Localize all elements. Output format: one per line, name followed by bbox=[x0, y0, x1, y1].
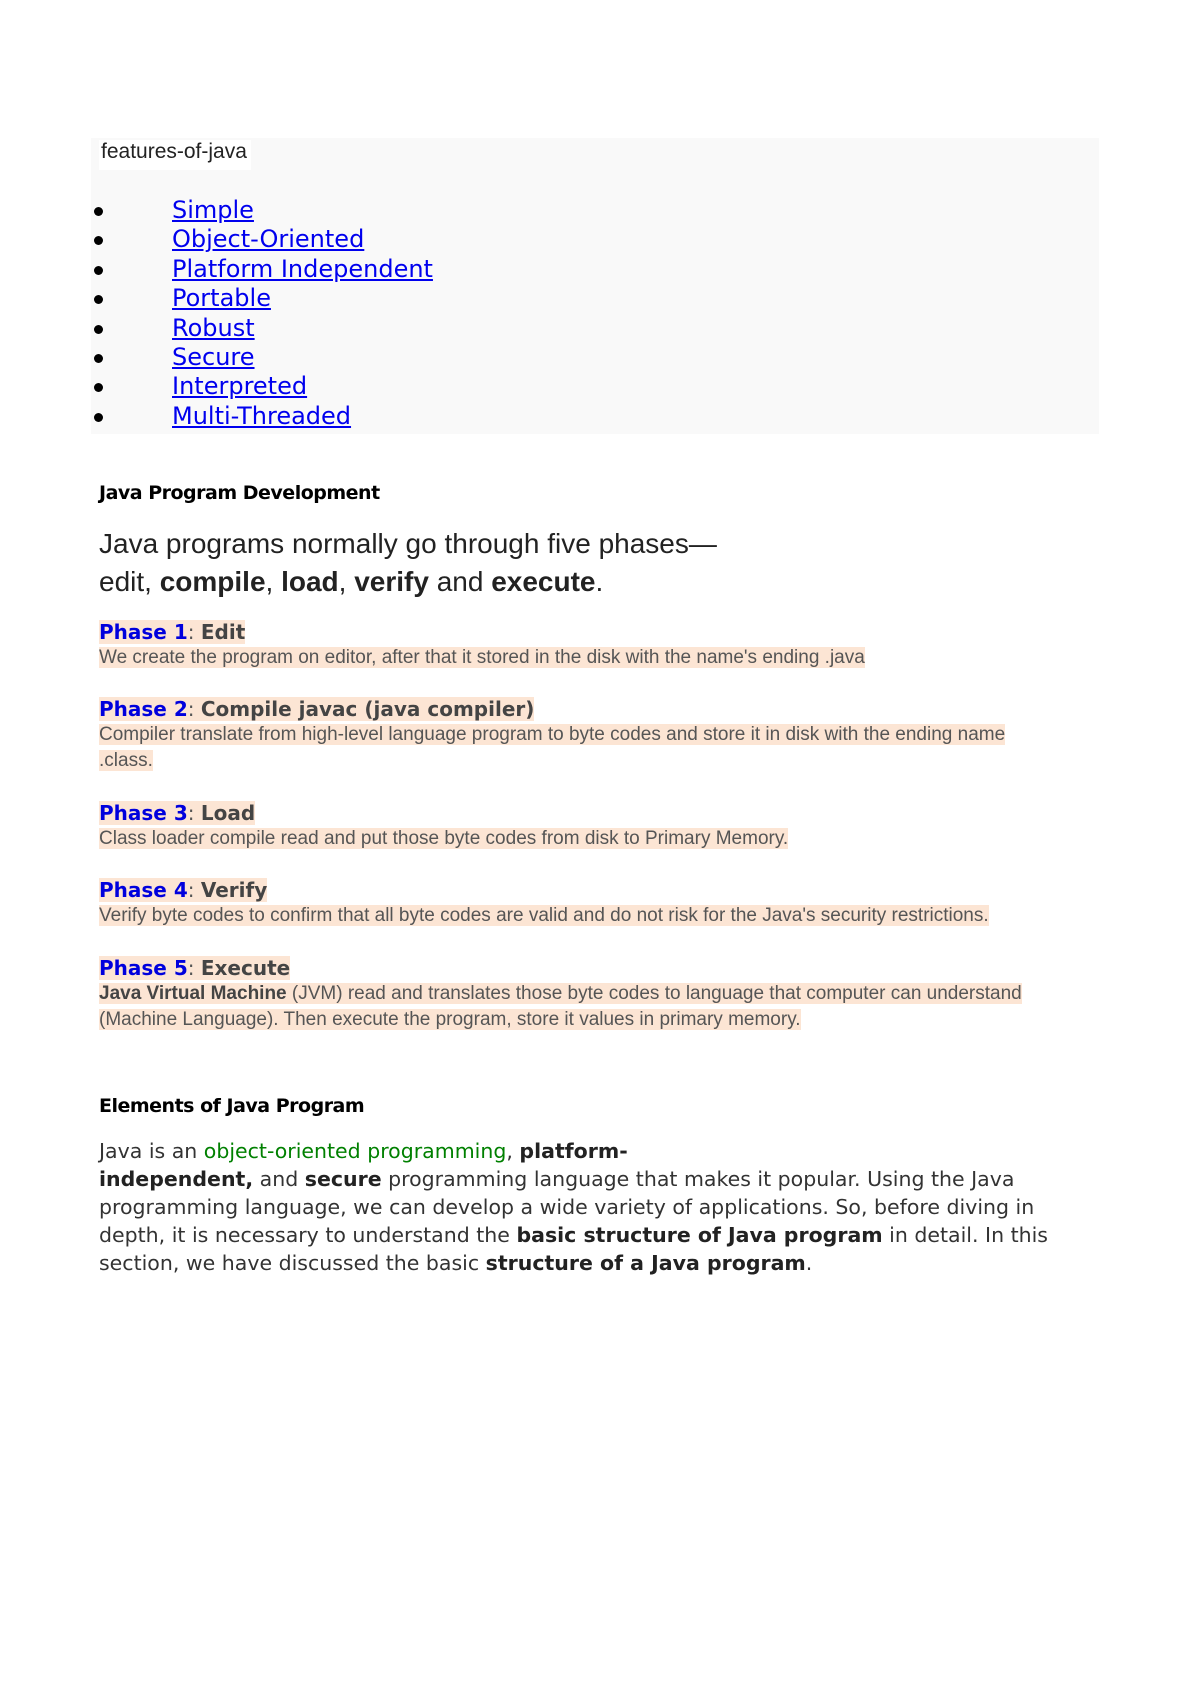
bold-text: basic structure of Java program bbox=[516, 1223, 883, 1247]
phase-description-cont: .class. bbox=[99, 750, 153, 771]
bold-text: structure of a Java program bbox=[485, 1251, 806, 1275]
bold-text: independent, bbox=[99, 1167, 254, 1191]
list-item bbox=[92, 372, 433, 401]
list-item bbox=[92, 402, 433, 431]
phase-label: Phase 1 bbox=[99, 620, 188, 644]
bullet-icon bbox=[94, 354, 103, 363]
bullet-icon bbox=[94, 325, 103, 334]
bullet-icon bbox=[94, 383, 103, 392]
text: programming language that makes it popular. Using the Java programming language, we can develop a wide variety of applications. So, before diving in depth, it is necessary to understand the bbox=[99, 1167, 1035, 1247]
text: Java is an bbox=[99, 1139, 204, 1163]
phase-label: Phase 2 bbox=[99, 697, 188, 721]
features-list bbox=[92, 196, 433, 431]
phase-3 bbox=[99, 800, 1099, 852]
feature-link-portable[interactable]: Portable bbox=[172, 284, 271, 313]
phase-name: Execute bbox=[200, 956, 291, 980]
phase-description bbox=[99, 983, 1022, 1004]
phase-description: Verify byte codes to confirm that all byte codes are valid and do not risk for the Java's security restrictions. bbox=[99, 905, 989, 926]
jvm-bold: Java Virtual Machine bbox=[99, 983, 287, 1004]
feature-link-platform-independent[interactable]: Platform Independent bbox=[172, 254, 433, 283]
intro-load: load bbox=[281, 566, 339, 597]
phase-name: Load bbox=[200, 801, 256, 825]
feature-link-object-oriented[interactable]: Object-Oriented bbox=[172, 225, 365, 254]
intro-line-1: Java programs normally go through five phases— bbox=[99, 528, 717, 559]
intro-verify: verify bbox=[354, 566, 429, 597]
bullet-icon bbox=[94, 413, 103, 422]
text: . bbox=[805, 1251, 813, 1275]
feature-link-secure[interactable]: Secure bbox=[172, 342, 255, 371]
bullet-icon bbox=[94, 266, 103, 275]
phase-1 bbox=[99, 619, 1099, 671]
feature-link-robust[interactable]: Robust bbox=[172, 313, 255, 342]
phase-label: Phase 4 bbox=[99, 878, 188, 902]
intro-edit: edit, bbox=[99, 566, 160, 597]
text: and bbox=[253, 1167, 305, 1191]
list-item bbox=[92, 255, 433, 284]
phase-heading: Phase 1: Edit bbox=[99, 620, 246, 644]
phase-name: Edit bbox=[200, 620, 246, 644]
phase-name: Compile javac (java compiler) bbox=[200, 697, 535, 721]
development-heading: Java Program Development bbox=[99, 482, 380, 504]
feature-link-interpreted[interactable]: Interpreted bbox=[172, 372, 308, 401]
feature-link-multi-threaded[interactable]: Multi-Threaded bbox=[172, 401, 352, 430]
list-item bbox=[92, 284, 433, 313]
list-item bbox=[92, 343, 433, 372]
phase-5 bbox=[99, 955, 1099, 1033]
features-title: features-of-java bbox=[99, 140, 251, 170]
bold-text: secure bbox=[304, 1167, 382, 1191]
list-item bbox=[92, 225, 433, 254]
phase-label: Phase 5 bbox=[99, 956, 188, 980]
intro-sep: , bbox=[338, 566, 355, 597]
phase-name: Verify bbox=[200, 878, 268, 902]
list-item bbox=[92, 196, 433, 225]
phase-description-text: (JVM) read and translates those byte codes to language that computer can understand bbox=[286, 983, 1022, 1004]
bullet-icon bbox=[94, 236, 103, 245]
phase-heading: Phase 3: Load bbox=[99, 801, 256, 825]
phase-heading: Phase 5: Execute bbox=[99, 956, 291, 980]
phase-label: Phase 3 bbox=[99, 801, 188, 825]
bullet-icon bbox=[94, 207, 103, 216]
phase-description: Compiler translate from high-level language program to byte codes and store it in disk with the ending name bbox=[99, 724, 1006, 745]
bullet-icon bbox=[94, 295, 103, 304]
bold-text: platform- bbox=[519, 1139, 628, 1163]
oop-highlight: object-oriented programming bbox=[203, 1139, 507, 1163]
text: in detail. In this section, we have discussed the basic bbox=[99, 1223, 1048, 1275]
phase-description-cont: (Machine Language). Then execute the program, store it values in primary memory. bbox=[99, 1009, 801, 1030]
phase-2 bbox=[99, 696, 1099, 774]
list-item bbox=[92, 314, 433, 343]
phase-description: We create the program on editor, after that it stored in the disk with the name's ending .java bbox=[99, 647, 865, 668]
elements-paragraph bbox=[99, 1137, 1099, 1277]
elements-heading: Elements of Java Program bbox=[99, 1095, 365, 1117]
intro-compile: compile bbox=[159, 566, 266, 597]
phase-4 bbox=[99, 877, 1099, 929]
text: , bbox=[506, 1139, 520, 1163]
intro-execute: execute bbox=[491, 566, 596, 597]
intro-and: and bbox=[428, 566, 492, 597]
feature-link-simple[interactable]: Simple bbox=[172, 196, 254, 224]
intro-end: . bbox=[595, 566, 604, 597]
development-intro bbox=[99, 525, 1099, 601]
phase-heading: Phase 4: Verify bbox=[99, 878, 268, 902]
phase-heading: Phase 2: Compile javac (java compiler) bbox=[99, 697, 535, 721]
phase-description: Class loader compile read and put those byte codes from disk to Primary Memory. bbox=[99, 828, 789, 849]
intro-sep: , bbox=[265, 566, 282, 597]
